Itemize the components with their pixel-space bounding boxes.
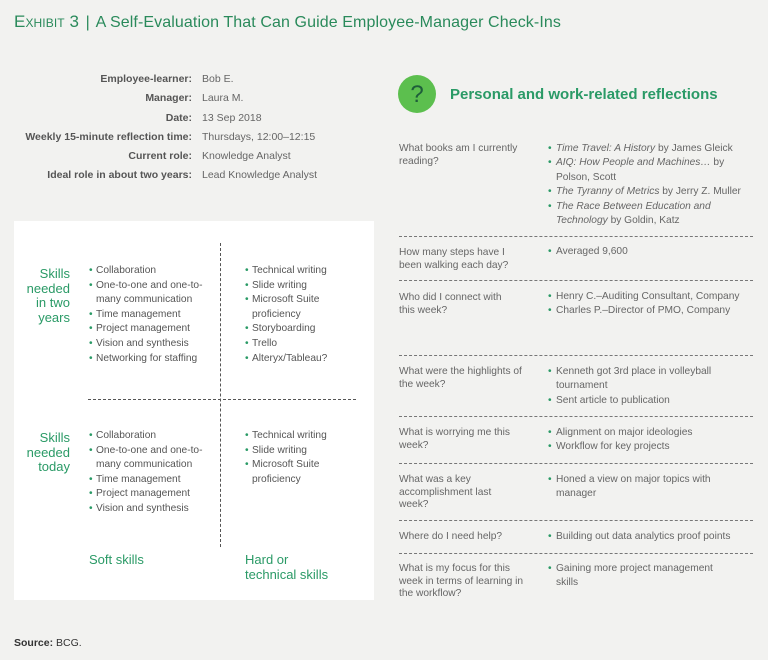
employee-info bbox=[0, 73, 380, 189]
info-label: Manager: bbox=[145, 92, 192, 105]
question: Where do I need help? bbox=[399, 531, 503, 542]
list-item: • Collaboration bbox=[89, 429, 211, 444]
row-divider bbox=[399, 416, 753, 417]
answer-item: • Averaged 9,600 bbox=[548, 245, 758, 259]
list-item: • Project management bbox=[89, 487, 211, 502]
list-item: • Technical writing bbox=[245, 429, 355, 444]
book-title: AIQ: How People and Machines… bbox=[556, 157, 711, 169]
exhibit-number: Exhibit 3 bbox=[14, 12, 80, 31]
label-line: Skills bbox=[39, 430, 70, 445]
question: How many steps have I been walking each day? bbox=[399, 247, 509, 271]
list-item: • Storyboarding bbox=[245, 322, 355, 337]
today-hard-list bbox=[245, 429, 355, 487]
question-icon bbox=[398, 75, 436, 113]
label-line: needed bbox=[26, 280, 70, 296]
info-row bbox=[0, 73, 380, 92]
book-item bbox=[548, 185, 758, 199]
book-author: by James Gleick bbox=[655, 143, 733, 154]
info-value: Lead Knowledge Analyst bbox=[202, 169, 318, 182]
answer bbox=[548, 530, 758, 544]
answer bbox=[548, 562, 728, 591]
answer-item: • Kenneth got 3rd place in volleyball tournament bbox=[548, 365, 738, 394]
source-label: Source: bbox=[14, 637, 54, 649]
label-line: in two bbox=[36, 295, 70, 310]
answer bbox=[548, 365, 738, 408]
book-author: by Goldin, Katz bbox=[607, 215, 680, 227]
question: What were the highlights of the week? bbox=[399, 366, 522, 390]
label-line: Soft skills bbox=[89, 552, 144, 567]
list-item: • Vision and synthesis bbox=[89, 337, 211, 352]
info-row bbox=[0, 150, 380, 169]
info-value: Laura M. bbox=[202, 92, 244, 105]
book-title: Time Travel: A History bbox=[556, 143, 656, 154]
row-divider bbox=[399, 463, 753, 464]
answer bbox=[548, 142, 758, 228]
info-label: Weekly 15-minute reflection time: bbox=[25, 130, 192, 143]
question-glyph: ? bbox=[410, 81, 424, 108]
answer-item: • Henry C.–Auditing Consultant, Company bbox=[548, 290, 758, 304]
row-label-today bbox=[14, 431, 70, 475]
book-item bbox=[548, 142, 758, 156]
row-divider bbox=[399, 553, 753, 554]
list-item: • Time management bbox=[89, 473, 211, 488]
question: What is worrying me this week? bbox=[399, 427, 510, 451]
info-label: Ideal role in about two years: bbox=[47, 169, 192, 182]
source-note bbox=[14, 637, 82, 649]
two-years-hard-list bbox=[245, 264, 355, 366]
two-years-soft-list bbox=[89, 264, 211, 366]
book-item bbox=[548, 200, 758, 229]
question: What books am I currently reading? bbox=[399, 143, 518, 167]
answer bbox=[548, 426, 758, 455]
question-icon-graphic bbox=[398, 75, 436, 113]
row-divider bbox=[399, 280, 753, 281]
label-line: technical skills bbox=[245, 566, 329, 582]
answer-item: • Sent article to publication bbox=[548, 394, 738, 408]
title-separator: | bbox=[85, 14, 90, 31]
list-item: • Networking for staffing bbox=[89, 352, 211, 367]
label-line: Skills bbox=[39, 266, 70, 281]
list-item: • Vision and synthesis bbox=[89, 502, 211, 517]
answer-item: • Charles P.–Director of PMO, Company bbox=[548, 304, 758, 318]
info-row bbox=[0, 169, 380, 188]
reflections-heading: Personal and work-related reflections bbox=[450, 86, 718, 103]
list-item: • Microsoft Suite proficiency bbox=[245, 458, 355, 487]
label-line: Hard or bbox=[245, 552, 289, 567]
column-label-soft bbox=[89, 553, 144, 568]
info-label: Current role: bbox=[128, 150, 192, 163]
row-label-two-years bbox=[14, 267, 70, 325]
today-soft-list bbox=[89, 429, 211, 517]
info-value: Knowledge Analyst bbox=[202, 150, 291, 163]
list-item: • Alteryx/Tableau? bbox=[245, 352, 355, 367]
list-item: • Microsoft Suite proficiency bbox=[245, 293, 355, 322]
info-row bbox=[0, 112, 380, 131]
answer-item: • Workflow for key projects bbox=[548, 440, 758, 454]
info-label: Date: bbox=[165, 111, 192, 124]
column-label-hard bbox=[245, 553, 328, 582]
list-item: • Technical writing bbox=[245, 264, 355, 279]
answer-item: • Honed a view on major topics with manager bbox=[548, 473, 733, 502]
vertical-divider bbox=[220, 243, 221, 547]
list-item: • Trello bbox=[245, 337, 355, 352]
info-label: Employee-learner: bbox=[100, 73, 192, 85]
answer-item: • Gaining more project management skills bbox=[548, 562, 728, 591]
info-row bbox=[0, 131, 380, 150]
book-title: The Tyranny of Metrics bbox=[556, 186, 660, 198]
source-text: BCG. bbox=[53, 637, 82, 649]
label-line: needed bbox=[26, 444, 70, 460]
book-author: by Jerry Z. Muller bbox=[659, 186, 741, 198]
question: Who did I connect with this week? bbox=[399, 292, 502, 316]
answer-item: • Building out data analytics proof points bbox=[548, 530, 758, 544]
row-divider bbox=[399, 236, 753, 237]
info-value: Thursdays, 12:00–12:15 bbox=[202, 130, 316, 143]
answer bbox=[548, 290, 758, 319]
list-item: • One-to-one and one-to-many communication bbox=[89, 444, 211, 473]
list-item: • One-to-one and one-to-many communication bbox=[89, 279, 211, 308]
question: What was a key accomplishment last week? bbox=[399, 474, 492, 511]
list-item: • Slide writing bbox=[245, 444, 355, 459]
info-value: 13 Sep 2018 bbox=[202, 111, 262, 124]
title-text: A Self-Evaluation That Can Guide Employee-Manager Check-Ins bbox=[95, 14, 561, 31]
list-item: • Time management bbox=[89, 308, 211, 323]
list-item: • Collaboration bbox=[89, 264, 211, 279]
list-item: • Project management bbox=[89, 322, 211, 337]
horizontal-divider bbox=[88, 399, 356, 400]
row-divider bbox=[399, 355, 753, 356]
book-title: The Race Between Education and Technology bbox=[556, 200, 711, 227]
label-line: today bbox=[38, 459, 70, 474]
info-value: Bob E. bbox=[202, 73, 234, 85]
skills-matrix bbox=[14, 221, 374, 600]
answer bbox=[548, 473, 733, 502]
info-row bbox=[0, 92, 380, 111]
label-line: years bbox=[38, 309, 70, 325]
question: What is my focus for this week in terms of learning in the workflow? bbox=[399, 563, 524, 600]
row-divider bbox=[399, 520, 753, 521]
answer bbox=[548, 245, 758, 259]
book-author: by Polson, Scott bbox=[556, 157, 725, 183]
book-item bbox=[548, 156, 758, 185]
list-item: • Slide writing bbox=[245, 279, 355, 294]
exhibit-title bbox=[14, 12, 561, 32]
answer-item: • Alignment on major ideologies bbox=[548, 426, 758, 440]
